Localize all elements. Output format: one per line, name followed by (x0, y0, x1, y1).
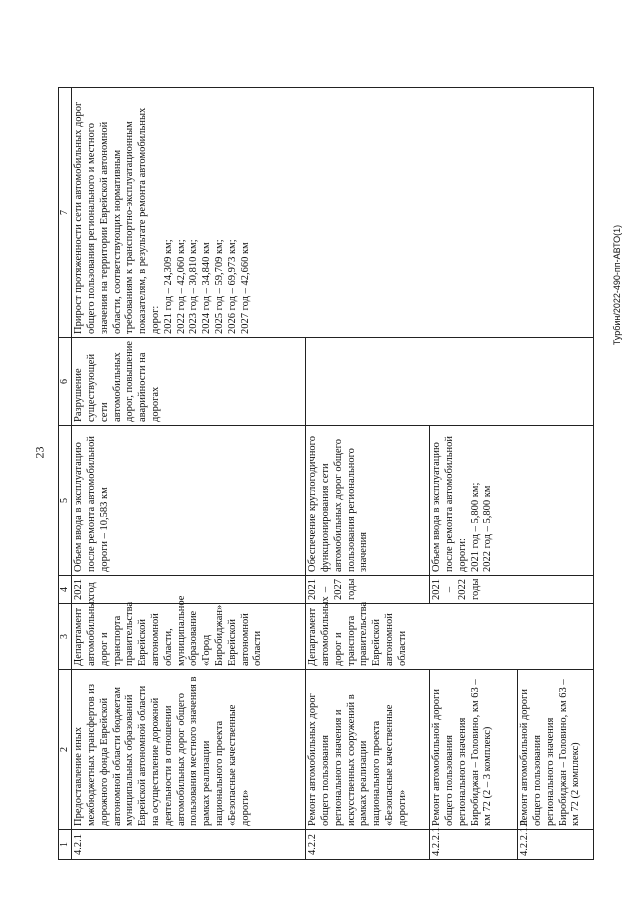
measure-name: Ремонт автомобильной дороги общего пользования регионального значения Биробиджан – Головино, км 63 – км 72 (2 – 3 комплекс) (430, 670, 518, 830)
col-header-2: 2 (59, 670, 72, 830)
result: Объем ввода в эксплуатацию после ремонта автомобильной дороги – 10,583 км (72, 426, 306, 576)
col-header-1: 1 (59, 830, 72, 860)
col-header-4: 4 (59, 576, 72, 604)
row-number: 4.2.2 (306, 830, 430, 860)
header-row (59, 88, 72, 860)
indicator: Прирост протяженности сети автомобильных дорог общего пользования регионального и местного значения на территории Еврейской автономной области, соответствующих нормативным требованиям к транспортно-эксплуатационным показателям, в результате ремонта автомобильных дорог: 2021 год – 24,309 км; 2022 год – 42,060 км; 2023 год – 30,810 км; 2024 год – 34,840 км 2025 год – 59,709 км; 2026 год – 69,973 км; 2027 год – 42,660 км (72, 88, 594, 338)
page-number: 23 (32, 446, 47, 458)
executor: Департамент автомобильных дорог и транспорта правительства Еврейской автономной области (306, 604, 594, 670)
risk (306, 338, 594, 426)
col-header-3: 3 (59, 604, 72, 670)
row-number: 4.2.1 (72, 830, 306, 860)
risk: Разрушение существующей сети автомобильных дорог, повышение аварийности на дорогах (72, 338, 306, 426)
col-header-7: 7 (59, 88, 72, 338)
measure-name: Ремонт автомобильных дорог общего пользования регионального значения и искусственных сооружений в рамках реализации национального проекта «Безопасные качественные дороги» (306, 670, 430, 830)
period: 2021 год (72, 576, 306, 604)
executor: Департамент автомобильных дорог и транспорта правительства Еврейской автономной области, муниципальное образование «Город Биробиджан» Еврейской автономной области (72, 604, 306, 670)
table-area (58, 88, 596, 860)
document-code: Турбин/2022-490-пп-АВТО(1) (612, 224, 623, 346)
period: 2021 – 2027 годы (306, 576, 430, 604)
result: Объем ввода в эксплуатацию после ремонта автомобильной дороги: 2021 год – 5,800 км; 2022 год – 5,800 км (430, 426, 594, 576)
measure-name: Предоставление иных межбюджетных трансфертов из дорожного фонда Еврейской автономной области бюджетам муниципальных образований Еврейской автономной области на осуществление дорожной деятельности в отношении автомобильных дорог общего пользования местного значения в рамках реализации национального проекта «Безопасные качественные дороги» (72, 670, 306, 830)
col-header-5: 5 (59, 426, 72, 576)
result: Обеспечение круглогодичного функционирования сети автомобильных дорог общего пользования регионального значения (306, 426, 430, 576)
measures-table (58, 87, 594, 860)
row-number: 4.2.2.1 (430, 830, 518, 860)
measure-name: Ремонт автомобильной дороги общего пользования регионального значения Биробиджан – Головино, км 63 – км 72 (2 комплекс) (518, 670, 594, 830)
table-row (72, 88, 306, 860)
period: 2021 – 2022 годы (430, 576, 594, 604)
col-header-6: 6 (59, 338, 72, 426)
row-number: 4.2.2.1.1 (518, 830, 594, 860)
